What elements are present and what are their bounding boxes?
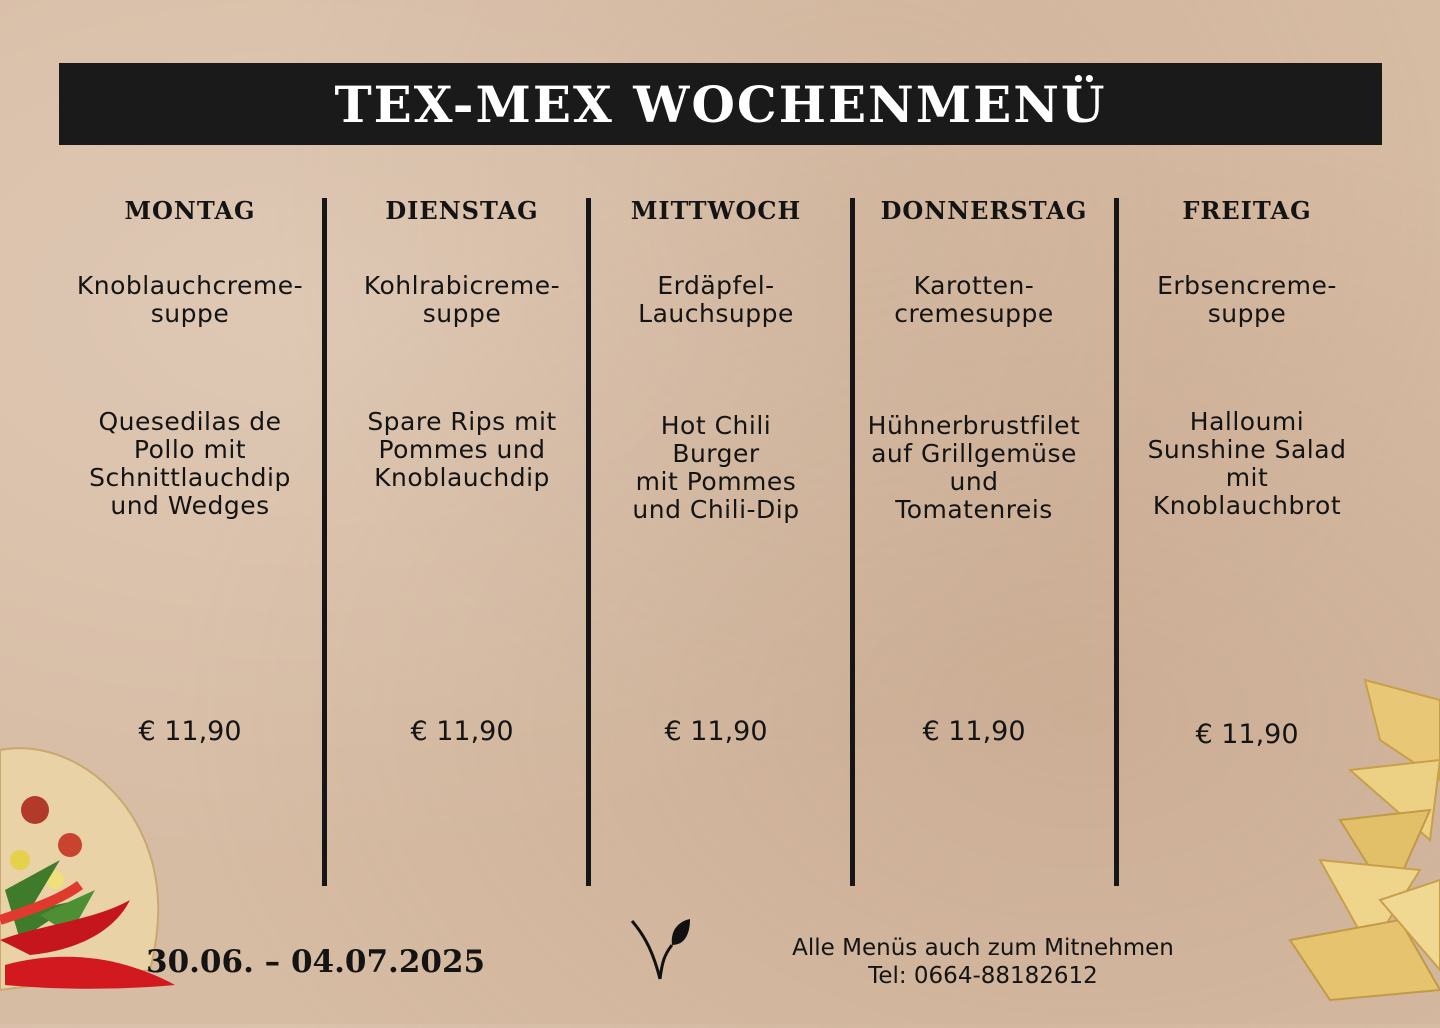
leaf-icon bbox=[628, 915, 692, 987]
soup-line: Erdäpfel- bbox=[657, 271, 775, 300]
dish-line: mit Pommes bbox=[635, 467, 797, 496]
main-dish bbox=[325, 408, 599, 492]
dish-line: Knoblauchdip bbox=[374, 463, 550, 492]
dish-line: und bbox=[949, 467, 999, 496]
dish-line: mit bbox=[1225, 463, 1269, 492]
day-column-thursday bbox=[843, 190, 1105, 890]
main-dish bbox=[579, 412, 853, 524]
tortilla-chili-illustration bbox=[0, 740, 180, 1028]
price: € 11,90 bbox=[922, 716, 1026, 747]
dish-line: Schnittlauchdip bbox=[89, 463, 291, 492]
dish-line: und Wedges bbox=[110, 491, 270, 520]
soup-of-day bbox=[53, 272, 327, 328]
dish-line: und Chili-Dip bbox=[632, 495, 800, 524]
day-heading: DONNERSTAG bbox=[880, 196, 1088, 225]
soup-of-day bbox=[1110, 272, 1384, 328]
dish-line: Halloumi bbox=[1189, 407, 1305, 436]
price: € 11,90 bbox=[410, 716, 514, 747]
dish-line: auf Grillgemüse bbox=[871, 439, 1077, 468]
day-heading: MONTAG bbox=[124, 196, 256, 225]
dish-line: Pommes und bbox=[378, 435, 546, 464]
dish-line: Burger bbox=[672, 439, 760, 468]
dish-line: Hot Chili bbox=[660, 411, 772, 440]
main-dish bbox=[53, 408, 327, 520]
dish-line: Knoblauchbrot bbox=[1152, 491, 1342, 520]
soup-line: Karotten- bbox=[913, 271, 1035, 300]
dish-line: Pollo mit bbox=[133, 435, 247, 464]
day-heading: DIENSTAG bbox=[385, 196, 539, 225]
page-title: TEX-MEX WOCHENMENÜ bbox=[334, 74, 1107, 134]
dish-line: Spare Rips mit bbox=[367, 407, 557, 436]
main-dish bbox=[1110, 408, 1384, 520]
day-heading: FREITAG bbox=[1182, 196, 1312, 225]
day-heading: MITTWOCH bbox=[630, 196, 802, 225]
soup-line: suppe bbox=[150, 299, 230, 328]
soup-line: cremesuppe bbox=[894, 299, 1054, 328]
soup-line: Kohlrabicreme- bbox=[363, 271, 561, 300]
soup-of-day bbox=[837, 272, 1111, 328]
takeaway-note: Alle Menüs auch zum Mitnehmen bbox=[792, 935, 1174, 961]
price: € 11,90 bbox=[138, 716, 242, 747]
dish-line: Sunshine Salad bbox=[1147, 435, 1347, 464]
soup-line: suppe bbox=[1207, 299, 1287, 328]
soup-line: Erbsencreme- bbox=[1157, 271, 1337, 300]
soup-line: Knoblauchcreme- bbox=[76, 271, 304, 300]
main-dish bbox=[837, 412, 1111, 524]
price: € 11,90 bbox=[1195, 719, 1299, 750]
day-column-wednesday bbox=[585, 190, 847, 890]
soup-of-day bbox=[579, 272, 853, 328]
price: € 11,90 bbox=[664, 716, 768, 747]
dish-line: Tomatenreis bbox=[895, 495, 1053, 524]
soup-line: suppe bbox=[422, 299, 502, 328]
title-banner bbox=[59, 63, 1382, 145]
dish-line: Hühnerbrustfilet bbox=[867, 411, 1081, 440]
date-range: 30.06. – 04.07.2025 bbox=[146, 944, 486, 980]
day-column-tuesday bbox=[331, 190, 593, 890]
dish-line: Quesedilas de bbox=[98, 407, 282, 436]
takeaway-info bbox=[780, 934, 1186, 990]
soup-of-day bbox=[325, 272, 599, 328]
nacho-chips-illustration bbox=[1280, 670, 1440, 1028]
phone-number: Tel: 0664-88182612 bbox=[868, 963, 1098, 989]
soup-line: Lauchsuppe bbox=[638, 299, 794, 328]
